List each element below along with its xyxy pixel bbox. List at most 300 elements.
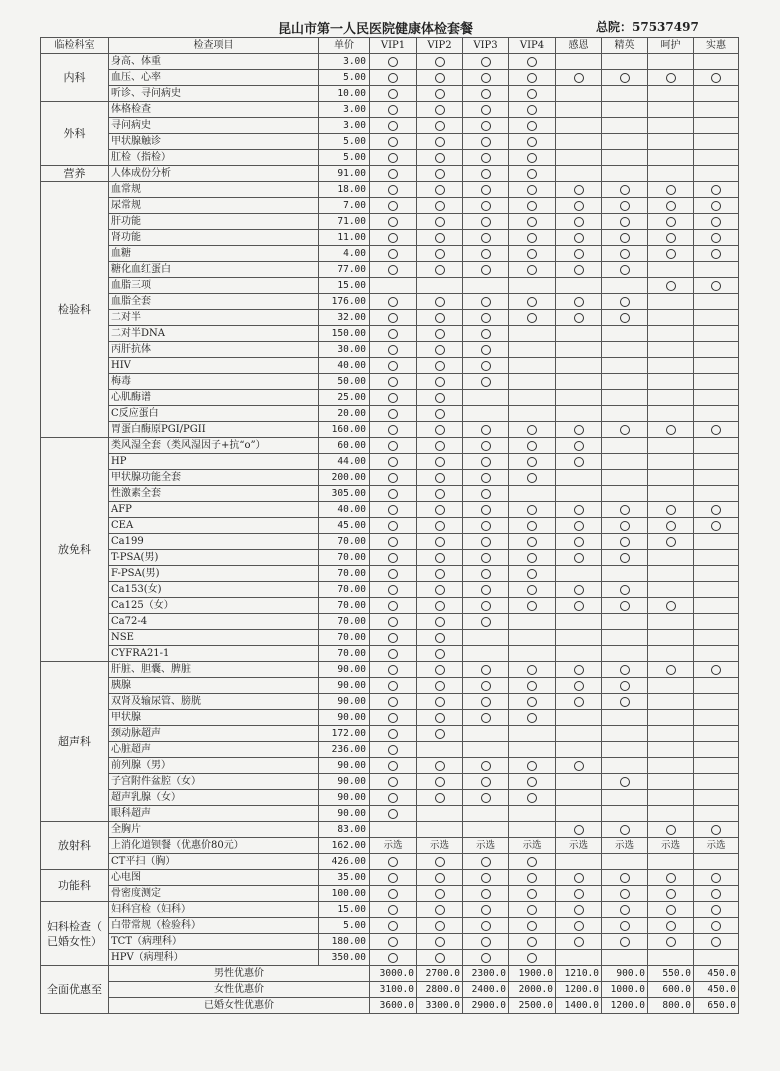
package-mark-cell <box>556 134 602 150</box>
included-circle-icon <box>388 57 398 67</box>
table-row <box>41 278 739 294</box>
item-name: 身高、体重 <box>109 54 319 70</box>
included-circle-icon <box>481 937 491 947</box>
item-name: 体格检查 <box>109 102 319 118</box>
included-circle-icon <box>574 537 584 547</box>
package-mark-cell <box>602 870 648 886</box>
package-mark-cell <box>602 646 648 662</box>
package-mark-cell <box>370 214 417 230</box>
included-circle-icon <box>574 601 584 611</box>
department-label-line: 妇科检查（ <box>47 919 102 933</box>
summary-price: 1200.0 <box>602 998 648 1014</box>
included-circle-icon <box>666 873 676 883</box>
package-mark-cell <box>509 406 556 422</box>
department-cell: 营养 <box>41 166 109 182</box>
package-mark-cell <box>556 422 602 438</box>
package-mark-cell <box>509 86 556 102</box>
unit-price: 70.00 <box>319 646 370 662</box>
included-circle-icon <box>711 505 721 515</box>
package-mark-cell <box>556 230 602 246</box>
included-circle-icon <box>620 217 630 227</box>
package-mark-cell <box>694 758 739 774</box>
included-circle-icon <box>481 681 491 691</box>
package-mark-cell <box>370 422 417 438</box>
package-mark-cell <box>509 502 556 518</box>
item-name: 血脂全套 <box>109 294 319 310</box>
department-cell <box>41 902 109 966</box>
package-mark-cell <box>370 406 417 422</box>
included-circle-icon <box>481 441 491 451</box>
package-mark-cell <box>463 358 509 374</box>
package-mark-cell <box>463 294 509 310</box>
included-circle-icon <box>435 697 445 707</box>
included-circle-icon <box>527 217 537 227</box>
package-mark-cell <box>602 150 648 166</box>
item-name: 甲状腺功能全套 <box>109 470 319 486</box>
col-header: 实惠 <box>694 38 739 54</box>
package-mark-cell <box>648 486 694 502</box>
package-mark-cell <box>417 886 463 902</box>
package-mark-cell <box>417 518 463 534</box>
package-mark-cell <box>370 886 417 902</box>
included-circle-icon <box>574 313 584 323</box>
item-name: T-PSA(男) <box>109 550 319 566</box>
included-circle-icon <box>481 585 491 595</box>
table-row <box>41 662 739 678</box>
package-mark-cell <box>556 790 602 806</box>
package-mark-cell <box>417 246 463 262</box>
package-mark-cell <box>370 838 417 854</box>
package-mark-cell <box>556 198 602 214</box>
included-circle-icon <box>435 217 445 227</box>
included-circle-icon <box>388 681 398 691</box>
included-circle-icon <box>388 409 398 419</box>
package-mark-cell <box>648 726 694 742</box>
package-mark-cell <box>694 790 739 806</box>
package-mark-cell <box>509 742 556 758</box>
summary-row <box>41 982 739 998</box>
package-mark-cell <box>417 630 463 646</box>
col-header: 感恩 <box>556 38 602 54</box>
package-mark-cell <box>648 934 694 950</box>
item-name: Ca153(女) <box>109 582 319 598</box>
package-mark-cell <box>370 390 417 406</box>
package-mark-cell <box>370 166 417 182</box>
package-mark-cell <box>648 422 694 438</box>
included-circle-icon <box>388 713 398 723</box>
package-mark-cell <box>417 550 463 566</box>
included-circle-icon <box>666 665 676 675</box>
package-mark-cell <box>556 806 602 822</box>
package-mark-cell <box>556 678 602 694</box>
included-circle-icon <box>481 473 491 483</box>
included-circle-icon <box>620 313 630 323</box>
included-circle-icon <box>481 249 491 259</box>
included-circle-icon <box>711 425 721 435</box>
included-circle-icon <box>388 105 398 115</box>
unit-price: 60.00 <box>319 438 370 454</box>
unit-price: 70.00 <box>319 614 370 630</box>
included-circle-icon <box>388 617 398 627</box>
package-mark-cell <box>509 822 556 838</box>
included-circle-icon <box>527 521 537 531</box>
included-circle-icon <box>527 537 537 547</box>
package-mark-cell <box>509 950 556 966</box>
unit-price: 15.00 <box>319 278 370 294</box>
included-circle-icon <box>388 745 398 755</box>
package-mark-cell <box>417 662 463 678</box>
package-mark-cell <box>509 662 556 678</box>
included-circle-icon <box>481 105 491 115</box>
package-mark-cell <box>602 534 648 550</box>
package-mark-cell <box>463 902 509 918</box>
summary-price: 650.0 <box>694 998 739 1014</box>
package-mark-cell <box>694 694 739 710</box>
package-mark-cell <box>417 454 463 470</box>
package-mark-cell <box>694 134 739 150</box>
included-circle-icon <box>620 233 630 243</box>
package-mark-cell <box>602 550 648 566</box>
package-mark-cell <box>602 406 648 422</box>
included-circle-icon <box>435 137 445 147</box>
item-name: 妇科宫检（妇科） <box>109 902 319 918</box>
package-mark-cell <box>463 822 509 838</box>
package-mark-cell <box>417 822 463 838</box>
package-mark-cell <box>370 230 417 246</box>
package-mark-cell <box>648 838 694 854</box>
package-mark-cell <box>556 358 602 374</box>
item-name: 眼科超声 <box>109 806 319 822</box>
table-row <box>41 870 739 886</box>
package-mark-cell <box>694 182 739 198</box>
package-mark-cell <box>370 102 417 118</box>
department-cell: 检验科 <box>41 182 109 438</box>
unit-price: 305.00 <box>319 486 370 502</box>
package-mark-cell <box>463 518 509 534</box>
included-circle-icon <box>481 265 491 275</box>
package-mark-cell <box>509 118 556 134</box>
table-row <box>41 374 739 390</box>
col-header: VIP2 <box>417 38 463 54</box>
package-mark-cell <box>602 230 648 246</box>
package-mark-cell <box>602 358 648 374</box>
package-mark-cell <box>370 518 417 534</box>
table-row <box>41 822 739 838</box>
col-header: 临检科室 <box>41 38 109 54</box>
included-circle-icon <box>527 185 537 195</box>
package-mark-cell <box>417 166 463 182</box>
package-mark-cell <box>694 598 739 614</box>
included-circle-icon <box>574 297 584 307</box>
included-circle-icon <box>620 665 630 675</box>
package-mark-cell <box>370 934 417 950</box>
summary-price: 2300.0 <box>463 966 509 982</box>
included-circle-icon <box>620 73 630 83</box>
package-mark-cell <box>509 326 556 342</box>
department-cell: 功能科 <box>41 870 109 902</box>
included-circle-icon <box>435 185 445 195</box>
package-mark-cell <box>370 662 417 678</box>
included-circle-icon <box>435 793 445 803</box>
package-mark-cell <box>509 262 556 278</box>
package-mark-cell <box>602 54 648 70</box>
package-mark-cell <box>370 710 417 726</box>
package-mark-cell <box>694 646 739 662</box>
summary-price: 3100.0 <box>370 982 417 998</box>
included-circle-icon <box>435 553 445 563</box>
package-mark-cell <box>556 70 602 86</box>
unit-price: 83.00 <box>319 822 370 838</box>
table-row <box>41 598 739 614</box>
included-circle-icon <box>388 137 398 147</box>
item-name: 二对半 <box>109 310 319 326</box>
included-circle-icon <box>388 201 398 211</box>
table-row <box>41 102 739 118</box>
included-circle-icon <box>388 473 398 483</box>
package-mark-cell <box>694 934 739 950</box>
included-circle-icon <box>574 905 584 915</box>
unit-price: 5.00 <box>319 918 370 934</box>
package-mark-cell <box>509 902 556 918</box>
col-header: 呵护 <box>648 38 694 54</box>
table-row <box>41 150 739 166</box>
unit-price: 32.00 <box>319 310 370 326</box>
item-name: AFP <box>109 502 319 518</box>
select-mark: 示选 <box>522 840 542 851</box>
package-mark-cell <box>463 726 509 742</box>
included-circle-icon <box>574 441 584 451</box>
package-mark-cell <box>556 758 602 774</box>
item-name: 肛检（指检） <box>109 150 319 166</box>
included-circle-icon <box>481 169 491 179</box>
select-mark: 示选 <box>706 840 726 851</box>
package-mark-cell <box>417 86 463 102</box>
package-mark-cell <box>602 694 648 710</box>
summary-price: 3600.0 <box>370 998 417 1014</box>
package-mark-cell <box>556 518 602 534</box>
item-name: 二对半DNA <box>109 326 319 342</box>
package-mark-cell <box>648 902 694 918</box>
included-circle-icon <box>574 937 584 947</box>
package-mark-cell <box>694 342 739 358</box>
package-mark-cell <box>509 438 556 454</box>
package-mark-cell <box>417 774 463 790</box>
included-circle-icon <box>481 665 491 675</box>
included-circle-icon <box>711 921 721 931</box>
package-mark-cell <box>417 134 463 150</box>
unit-price: 236.00 <box>319 742 370 758</box>
included-circle-icon <box>666 505 676 515</box>
package-mark-cell <box>648 886 694 902</box>
unit-price: 5.00 <box>319 134 370 150</box>
included-circle-icon <box>481 953 491 963</box>
unit-price: 90.00 <box>319 774 370 790</box>
package-mark-cell <box>648 614 694 630</box>
package-mark-cell <box>509 246 556 262</box>
included-circle-icon <box>481 793 491 803</box>
item-name: 心电图 <box>109 870 319 886</box>
included-circle-icon <box>435 489 445 499</box>
package-mark-cell <box>509 294 556 310</box>
included-circle-icon <box>574 217 584 227</box>
included-circle-icon <box>388 457 398 467</box>
included-circle-icon <box>527 937 537 947</box>
table-row <box>41 246 739 262</box>
summary-price: 800.0 <box>648 998 694 1014</box>
included-circle-icon <box>527 681 537 691</box>
summary-label: 男性优惠价 <box>109 966 370 982</box>
included-circle-icon <box>527 921 537 931</box>
package-mark-cell <box>694 550 739 566</box>
package-mark-cell <box>556 662 602 678</box>
included-circle-icon <box>481 505 491 515</box>
package-mark-cell <box>602 806 648 822</box>
table-row <box>41 646 739 662</box>
table-row <box>41 230 739 246</box>
table-row <box>41 326 739 342</box>
item-name: 听诊、寻问病史 <box>109 86 319 102</box>
included-circle-icon <box>527 697 537 707</box>
included-circle-icon <box>620 777 630 787</box>
package-mark-cell <box>694 454 739 470</box>
package-mark-cell <box>370 502 417 518</box>
package-mark-cell <box>556 214 602 230</box>
package-mark-cell <box>694 198 739 214</box>
package-mark-cell <box>694 566 739 582</box>
unit-price: 50.00 <box>319 374 370 390</box>
package-mark-cell <box>509 454 556 470</box>
package-mark-cell <box>556 742 602 758</box>
included-circle-icon <box>388 377 398 387</box>
package-mark-cell <box>556 406 602 422</box>
summary-label: 已婚女性优惠价 <box>109 998 370 1014</box>
package-mark-cell <box>463 278 509 294</box>
package-mark-cell <box>370 198 417 214</box>
included-circle-icon <box>388 953 398 963</box>
included-circle-icon <box>388 569 398 579</box>
col-header: 单价 <box>319 38 370 54</box>
package-mark-cell <box>463 54 509 70</box>
package-mark-cell <box>463 774 509 790</box>
included-circle-icon <box>388 489 398 499</box>
package-mark-cell <box>417 294 463 310</box>
package-mark-cell <box>694 662 739 678</box>
included-circle-icon <box>388 73 398 83</box>
package-mark-cell <box>463 134 509 150</box>
included-circle-icon <box>527 713 537 723</box>
package-mark-cell <box>602 758 648 774</box>
package-mark-cell <box>602 518 648 534</box>
included-circle-icon <box>574 681 584 691</box>
package-mark-cell <box>648 918 694 934</box>
package-mark-cell <box>648 70 694 86</box>
included-circle-icon <box>527 569 537 579</box>
package-mark-cell <box>417 438 463 454</box>
package-mark-cell <box>694 310 739 326</box>
summary-price: 1000.0 <box>602 982 648 998</box>
package-mark-cell <box>602 118 648 134</box>
package-mark-cell <box>602 566 648 582</box>
package-mark-cell <box>370 246 417 262</box>
package-mark-cell <box>509 358 556 374</box>
package-mark-cell <box>417 742 463 758</box>
unit-price: 162.00 <box>319 838 370 854</box>
package-mark-cell <box>556 390 602 406</box>
included-circle-icon <box>481 89 491 99</box>
package-mark-cell <box>556 854 602 870</box>
package-mark-cell <box>602 470 648 486</box>
included-circle-icon <box>574 889 584 899</box>
included-circle-icon <box>435 57 445 67</box>
included-circle-icon <box>481 761 491 771</box>
unit-price: 426.00 <box>319 854 370 870</box>
included-circle-icon <box>711 665 721 675</box>
package-mark-cell <box>648 790 694 806</box>
package-mark-cell <box>370 454 417 470</box>
package-mark-cell <box>556 102 602 118</box>
header <box>40 18 732 35</box>
package-mark-cell <box>602 390 648 406</box>
included-circle-icon <box>527 265 537 275</box>
package-mark-cell <box>602 486 648 502</box>
package-mark-cell <box>694 374 739 390</box>
included-circle-icon <box>435 425 445 435</box>
unit-price: 90.00 <box>319 710 370 726</box>
package-mark-cell <box>509 726 556 742</box>
package-mark-cell <box>694 870 739 886</box>
package-mark-cell <box>556 886 602 902</box>
package-mark-cell <box>417 598 463 614</box>
package-mark-cell <box>694 102 739 118</box>
included-circle-icon <box>620 201 630 211</box>
package-mark-cell <box>509 582 556 598</box>
package-mark-cell <box>648 214 694 230</box>
package-mark-cell <box>509 230 556 246</box>
included-circle-icon <box>527 105 537 115</box>
item-name: CEA <box>109 518 319 534</box>
included-circle-icon <box>666 905 676 915</box>
table-row <box>41 310 739 326</box>
package-mark-cell <box>694 774 739 790</box>
included-circle-icon <box>435 121 445 131</box>
package-mark-cell <box>602 630 648 646</box>
package-mark-cell <box>417 390 463 406</box>
package-mark-cell <box>694 294 739 310</box>
package-mark-cell <box>648 230 694 246</box>
package-mark-cell <box>694 486 739 502</box>
package-mark-cell <box>694 150 739 166</box>
unit-price: 180.00 <box>319 934 370 950</box>
package-mark-cell <box>648 582 694 598</box>
item-name: 人体成份分析 <box>109 166 319 182</box>
package-mark-cell <box>648 198 694 214</box>
package-mark-cell <box>370 54 417 70</box>
item-name: 糖化血红蛋白 <box>109 262 319 278</box>
package-mark-cell <box>648 374 694 390</box>
item-name: 心脏超声 <box>109 742 319 758</box>
package-mark-cell <box>556 918 602 934</box>
package-mark-cell <box>602 710 648 726</box>
included-circle-icon <box>481 697 491 707</box>
unit-price: 40.00 <box>319 502 370 518</box>
included-circle-icon <box>711 201 721 211</box>
package-mark-cell <box>602 310 648 326</box>
package-mark-cell <box>463 566 509 582</box>
included-circle-icon <box>527 793 537 803</box>
unit-price: 18.00 <box>319 182 370 198</box>
package-mark-cell <box>417 262 463 278</box>
package-mark-cell <box>417 422 463 438</box>
